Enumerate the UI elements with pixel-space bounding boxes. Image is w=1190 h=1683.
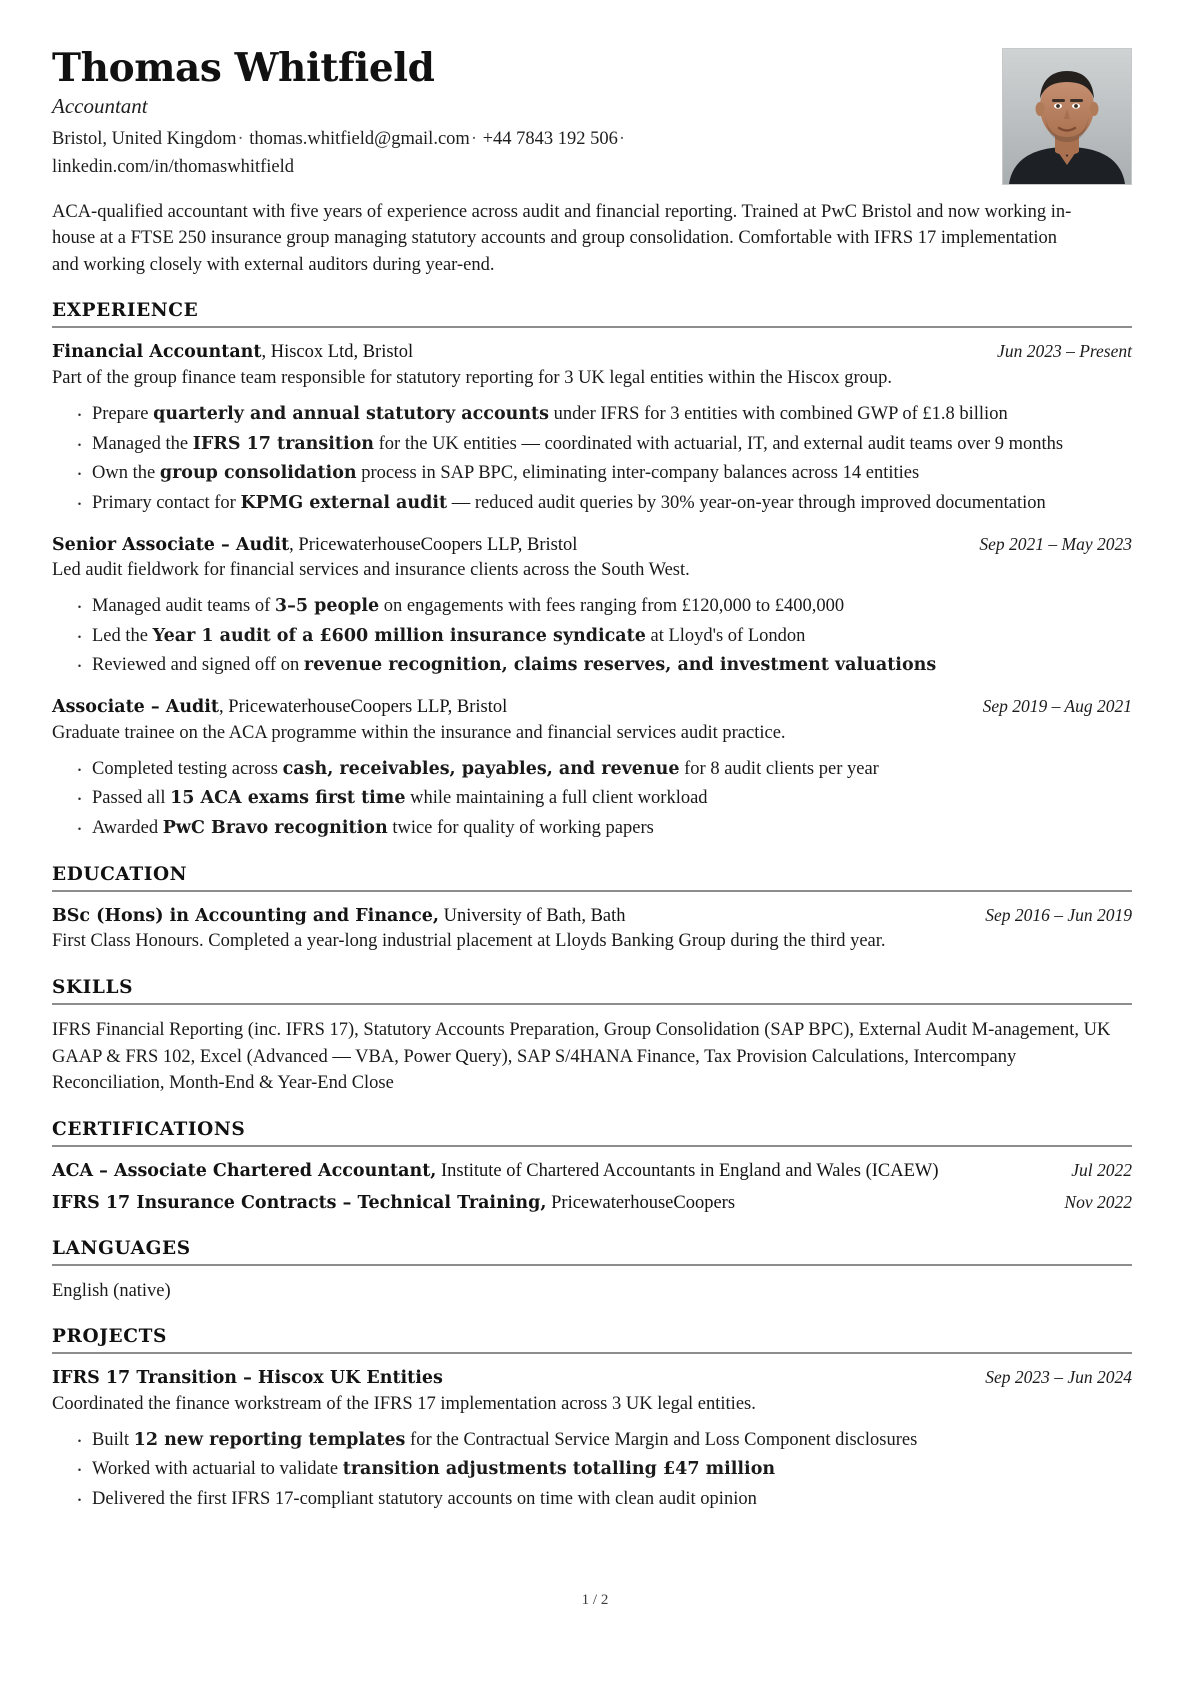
section-projects xyxy=(52,1326,1132,1513)
section-title-education: EDUCATION xyxy=(52,863,188,885)
entry-title xyxy=(52,695,967,720)
bullet-pre: Reviewed and signed off on xyxy=(92,655,304,676)
certification-name: ACA – Associate Chartered Accountant, xyxy=(52,1160,437,1181)
bullet-pre: Managed the xyxy=(92,433,193,454)
list-item xyxy=(74,1486,1132,1513)
list-item xyxy=(74,1427,1132,1454)
list-item xyxy=(74,815,1132,842)
resume-header xyxy=(52,46,1132,185)
project-name: IFRS 17 Transition – Hiscox UK Entities xyxy=(52,1368,443,1389)
institution-name: University of Bath, Bath xyxy=(439,905,626,926)
bullet-bold: revenue recognition, claims reserves, and investment valuations xyxy=(303,655,937,676)
bullet-bold: 3–5 people xyxy=(274,596,380,617)
bullet-pre: Awarded xyxy=(92,818,163,838)
contact-phone[interactable]: +44 7843 192 506 xyxy=(482,129,618,150)
entry-description: Part of the group finance team responsible for statutory reporting for 3 UK legal entities within the Hiscox group. xyxy=(52,368,892,389)
entry-header xyxy=(52,1366,1132,1391)
contact-separator-1: · xyxy=(237,129,244,150)
contact-separator-3: · xyxy=(618,129,626,150)
section-title-experience: EXPERIENCE xyxy=(52,300,199,322)
entry-description: Coordinated the finance workstream of the IFRS 17 implementation across 3 UK legal entities. xyxy=(52,1393,756,1414)
candidate-job-title: Accountant xyxy=(52,94,148,119)
entry-company: , Hiscox Ltd, Bristol xyxy=(261,342,414,363)
section-divider xyxy=(52,1145,1132,1147)
bullet-post: while maintaining a full client workload xyxy=(405,788,708,809)
entry-description: First Class Honours. Completed a year-long industrial placement at Lloyds Banking Group during the third year. xyxy=(52,931,886,952)
entry-date: Jun 2023 – Present xyxy=(997,341,1132,362)
contact-line xyxy=(52,126,692,181)
section-skills xyxy=(52,977,1132,1096)
bullet-post: process in SAP BPC, eliminating inter-company balances across 14 entities xyxy=(356,463,920,484)
entry-date: Sep 2019 – Aug 2021 xyxy=(982,696,1132,717)
certification-name: IFRS 17 Insurance Contracts – Technical Training, xyxy=(52,1192,547,1213)
section-divider xyxy=(52,1003,1132,1005)
list-item xyxy=(74,431,1132,458)
bullet-bold: PwC Bravo recognition xyxy=(162,818,388,838)
entry-title xyxy=(52,533,963,558)
bullet-bold: Year 1 audit of a £600 million insurance syndicate xyxy=(152,625,646,646)
section-title-skills: SKILLS xyxy=(52,977,134,999)
section-title-certifications: CERTIFICATIONS xyxy=(52,1118,246,1140)
bullet-post: for 8 audit clients per year xyxy=(679,758,879,779)
bullet-bold: transition adjustments totalling £47 million xyxy=(342,1459,776,1480)
entry-bullet-list xyxy=(52,1427,1132,1513)
section-divider xyxy=(52,326,1132,328)
section-divider xyxy=(52,1264,1132,1266)
bullet-pre: Own the xyxy=(92,463,160,484)
entry-header xyxy=(52,904,1132,929)
headshot-photo-icon xyxy=(1003,49,1131,184)
certification-issuer: Institute of Chartered Accountants in England and Wales (ICAEW) xyxy=(436,1160,939,1181)
section-experience xyxy=(52,300,1132,841)
bullet-pre: Worked with actuarial to validate xyxy=(92,1459,343,1480)
bullet-pre: Built xyxy=(92,1429,134,1450)
list-item xyxy=(74,460,1132,487)
list-item xyxy=(74,652,1132,679)
entry-bullet-list xyxy=(52,401,1132,517)
section-education xyxy=(52,864,1132,956)
certification-date: Nov 2022 xyxy=(1064,1191,1132,1212)
entry-date: Sep 2021 – May 2023 xyxy=(979,533,1132,554)
experience-entry xyxy=(52,695,1132,842)
section-divider xyxy=(52,1352,1132,1354)
certification-row xyxy=(52,1191,1132,1216)
list-item xyxy=(74,490,1132,517)
bullet-post: on engagements with fees ranging from £120,000 to £400,000 xyxy=(379,596,845,617)
bullet-pre: Managed audit teams of xyxy=(92,596,275,617)
entry-company: , PricewaterhouseCoopers LLP, Bristol xyxy=(289,534,578,555)
certification-label xyxy=(52,1159,1055,1184)
entry-header xyxy=(52,695,1132,720)
entry-role: Senior Associate – Audit xyxy=(52,534,290,555)
list-item xyxy=(74,623,1132,650)
page-indicator: 1 / 2 xyxy=(581,1592,609,1608)
bullet-bold: cash, receivables, payables, and revenue xyxy=(282,758,680,779)
bullet-bold: KPMG external audit xyxy=(240,492,448,513)
bullet-bold: 15 ACA exams first time xyxy=(170,788,406,809)
entry-role: Associate – Audit xyxy=(52,697,220,718)
candidate-name: Thomas Whitfield xyxy=(52,45,435,91)
list-item xyxy=(74,401,1132,428)
bullet-post: for the Contractual Service Margin and Loss Component disclosures xyxy=(405,1429,918,1450)
header-text-block xyxy=(52,46,982,181)
section-certifications xyxy=(52,1119,1132,1216)
entry-title xyxy=(52,1366,969,1391)
bullet-post: at Lloyd's of London xyxy=(645,625,806,646)
bullet-post: for the UK entities — coordinated with actuarial, IT, and external audit teams over 9 months xyxy=(374,433,1064,454)
certification-date: Jul 2022 xyxy=(1071,1159,1132,1180)
entry-bullet-list xyxy=(52,593,1132,679)
certification-issuer: PricewaterhouseCoopers xyxy=(546,1192,736,1213)
bullet-pre: Prepare xyxy=(92,404,154,425)
bullet-pre: Primary contact for xyxy=(92,492,241,513)
avatar xyxy=(1002,48,1132,185)
entry-title xyxy=(52,340,981,365)
contact-website[interactable]: linkedin.com/in/thomaswhitfield xyxy=(52,156,295,177)
project-entry xyxy=(52,1366,1132,1513)
bullet-post: twice for quality of working papers xyxy=(387,818,654,838)
languages-text: English (native) xyxy=(52,1280,171,1301)
bullet-post: under IFRS for 3 entities with combined GWP of £1.8 billion xyxy=(549,404,1008,425)
bullet-bold: group consolidation xyxy=(159,463,357,484)
contact-separator-2: · xyxy=(470,129,477,150)
experience-entry xyxy=(52,533,1132,680)
section-divider xyxy=(52,890,1132,892)
entry-header xyxy=(52,533,1132,558)
list-item xyxy=(74,785,1132,812)
entry-title xyxy=(52,904,969,929)
bullet-bold: IFRS 17 transition xyxy=(192,433,375,454)
entry-role: Financial Accountant xyxy=(52,342,262,363)
experience-entry xyxy=(52,340,1132,516)
section-languages xyxy=(52,1238,1132,1304)
bullet-pre: Led the xyxy=(92,625,153,646)
entry-bullet-list xyxy=(52,756,1132,842)
bullet-pre: Completed testing across xyxy=(92,758,283,779)
education-entry xyxy=(52,904,1132,956)
section-title-languages: LANGUAGES xyxy=(52,1237,191,1259)
professional-summary: ACA-qualified accountant with five years of experience across audit and financial reporting. Trained at PwC Bristol and now working in-house at a FTSE 250 insurance group managing statutory accounts and group consolidation. Comfortable with IFRS 17 implementation and working closely with external auditors during year-end. xyxy=(52,202,1072,275)
entry-date: Sep 2023 – Jun 2024 xyxy=(985,1367,1132,1388)
list-item xyxy=(74,1456,1132,1483)
list-item xyxy=(74,756,1132,783)
contact-location: Bristol, United Kingdom xyxy=(52,129,237,150)
entry-header xyxy=(52,340,1132,365)
entry-company: , PricewaterhouseCoopers LLP, Bristol xyxy=(219,697,508,718)
certification-label xyxy=(52,1191,1048,1216)
entry-description: Graduate trainee on the ACA programme within the insurance and financial services audit practice. xyxy=(52,722,786,743)
list-item xyxy=(74,593,1132,620)
bullet-pre: Passed all xyxy=(92,788,171,809)
certification-row xyxy=(52,1159,1132,1184)
bullet-pre: Delivered the first IFRS 17-compliant statutory accounts on time with clean audit opinion xyxy=(92,1488,757,1509)
skills-text: IFRS Financial Reporting (inc. IFRS 17), Statutory Accounts Preparation, Group Consolidation (SAP BPC), External Audit M-anagement, UK GAAP & FRS 102, Excel (Advanced — VBA, Power Query), SAP S/4HANA Finance, Tax Provision Calculations, Intercompany Reconciliation, Month-End & Year-End Close xyxy=(52,1020,1111,1094)
section-title-projects: PROJECTS xyxy=(52,1326,167,1348)
degree-name: BSc (Hons) in Accounting and Finance, xyxy=(52,905,439,926)
entry-date: Sep 2016 – Jun 2019 xyxy=(985,904,1132,925)
bullet-bold: quarterly and annual statutory accounts xyxy=(153,404,549,425)
bullet-bold: 12 new reporting templates xyxy=(133,1429,406,1450)
entry-description: Led audit fieldwork for financial services and insurance clients across the South West. xyxy=(52,560,690,581)
contact-email[interactable]: thomas.whitfield@gmail.com xyxy=(249,129,470,150)
bullet-post: — reduced audit queries by 30% year-on-year through improved documentation xyxy=(447,492,1046,513)
